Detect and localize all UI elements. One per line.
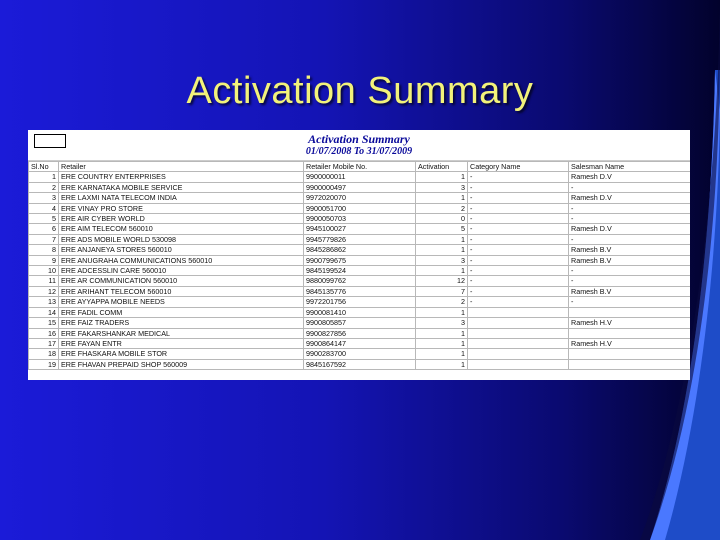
activation-table: [28, 161, 690, 370]
table-cell: 7: [29, 234, 59, 244]
slide-title: Activation Summary: [186, 70, 534, 112]
table-cell: 5: [29, 214, 59, 224]
table-cell: 13: [29, 297, 59, 307]
table-cell: 15: [29, 318, 59, 328]
table-cell: 1: [416, 245, 468, 255]
table-row: [29, 276, 691, 286]
table-cell: 0: [416, 214, 468, 224]
table-cell: 9900051700: [304, 203, 416, 213]
table-row: [29, 318, 691, 328]
table-row: [29, 182, 691, 192]
table-cell: [468, 359, 569, 369]
table-row: [29, 307, 691, 317]
table-cell: ERE ADS MOBILE WORLD 530098: [59, 234, 304, 244]
table-row: [29, 193, 691, 203]
table-cell: 2: [416, 297, 468, 307]
table-cell: Ramesh B.V: [569, 245, 691, 255]
table-cell: [468, 307, 569, 317]
table-cell: -: [569, 234, 691, 244]
table-cell: ERE FHAVAN PREPAID SHOP 560009: [59, 359, 304, 369]
table-cell: 16: [29, 328, 59, 338]
table-row: [29, 328, 691, 338]
table-row: [29, 234, 691, 244]
table-cell: -: [468, 255, 569, 265]
table-cell: 1: [416, 172, 468, 182]
table-cell: ERE COUNTRY ENTERPRISES: [59, 172, 304, 182]
table-cell: 9900827856: [304, 328, 416, 338]
table-cell: 9900799675: [304, 255, 416, 265]
table-cell: 5: [416, 224, 468, 234]
table-cell: [569, 328, 691, 338]
table-cell: 2: [29, 182, 59, 192]
table-cell: 1: [416, 266, 468, 276]
table-cell: 9972020070: [304, 193, 416, 203]
table-cell: 9845135776: [304, 286, 416, 296]
table-row: [29, 203, 691, 213]
table-header-row: [29, 162, 691, 172]
table-cell: 1: [416, 328, 468, 338]
table-cell: -: [569, 297, 691, 307]
table-cell: [468, 349, 569, 359]
table-cell: 14: [29, 307, 59, 317]
table-cell: Ramesh D.V: [569, 172, 691, 182]
column-header: Category Name: [468, 162, 569, 172]
table-cell: 9900000497: [304, 182, 416, 192]
table-cell: 7: [416, 286, 468, 296]
table-cell: -: [468, 286, 569, 296]
table-cell: Ramesh D.V: [569, 224, 691, 234]
table-row: [29, 214, 691, 224]
table-row: [29, 349, 691, 359]
table-cell: [468, 318, 569, 328]
column-header: Activation: [416, 162, 468, 172]
table-cell: ERE AIR CYBER WORLD: [59, 214, 304, 224]
table-cell: 9900000011: [304, 172, 416, 182]
table-cell: ERE FAKARSHANKAR MEDICAL: [59, 328, 304, 338]
table-row: [29, 224, 691, 234]
table-cell: Ramesh D.V: [569, 193, 691, 203]
table-cell: ERE AYYAPPA MOBILE NEEDS: [59, 297, 304, 307]
table-cell: ERE AR COMMUNICATION 560010: [59, 276, 304, 286]
table-cell: -: [468, 245, 569, 255]
table-cell: ERE ANJANEYA STORES 560010: [59, 245, 304, 255]
table-row: [29, 255, 691, 265]
table-cell: -: [468, 172, 569, 182]
table-cell: 9945779826: [304, 234, 416, 244]
table-cell: 3: [416, 318, 468, 328]
table-cell: 9900283700: [304, 349, 416, 359]
table-cell: 9: [29, 255, 59, 265]
table-cell: Ramesh B.V: [569, 255, 691, 265]
table-cell: Ramesh H.V: [569, 318, 691, 328]
table-cell: 9880099762: [304, 276, 416, 286]
table-cell: -: [569, 266, 691, 276]
table-cell: 3: [29, 193, 59, 203]
table-cell: 6: [29, 224, 59, 234]
table-row: [29, 297, 691, 307]
column-header: Sl.No: [29, 162, 59, 172]
table-cell: -: [569, 276, 691, 286]
column-header: Salesman Name: [569, 162, 691, 172]
table-cell: 3: [416, 182, 468, 192]
table-cell: [468, 328, 569, 338]
table-cell: -: [468, 297, 569, 307]
table-row: [29, 172, 691, 182]
sheet-date-range: 01/07/2008 To 31/07/2009: [305, 146, 413, 157]
table-cell: 3: [416, 255, 468, 265]
table-cell: 10: [29, 266, 59, 276]
table-cell: [569, 349, 691, 359]
table-cell: 17: [29, 338, 59, 348]
table-cell: 9845167592: [304, 359, 416, 369]
table-cell: ERE LAXMI NATA TELECOM INDIA: [59, 193, 304, 203]
table-cell: ERE VINAY PRO STORE: [59, 203, 304, 213]
table-cell: -: [468, 214, 569, 224]
table-row: [29, 338, 691, 348]
table-cell: -: [569, 214, 691, 224]
sheet-title: Activation Summary: [308, 132, 410, 146]
spreadsheet-image: [28, 130, 690, 380]
table-cell: 1: [29, 172, 59, 182]
table-cell: ERE ARIHANT TELECOM 560010: [59, 286, 304, 296]
table-cell: 9945100027: [304, 224, 416, 234]
column-header: Retailer: [59, 162, 304, 172]
table-cell: -: [468, 182, 569, 192]
table-cell: 9972201756: [304, 297, 416, 307]
table-cell: ERE FADIL COMM: [59, 307, 304, 317]
table-cell: 9900864147: [304, 338, 416, 348]
table-cell: [468, 338, 569, 348]
table-cell: 12: [416, 276, 468, 286]
column-header: Retailer Mobile No.: [304, 162, 416, 172]
table-cell: -: [468, 203, 569, 213]
table-cell: -: [468, 224, 569, 234]
table-cell: 18: [29, 349, 59, 359]
table-cell: ERE FAYAN ENTR: [59, 338, 304, 348]
table-cell: -: [468, 193, 569, 203]
table-cell: ERE FHASKARA MOBILE STOR: [59, 349, 304, 359]
table-cell: 1: [416, 359, 468, 369]
table-cell: 19: [29, 359, 59, 369]
table-cell: ERE KARNATAKA MOBILE SERVICE: [59, 182, 304, 192]
table-cell: 12: [29, 286, 59, 296]
table-cell: Ramesh B.V: [569, 286, 691, 296]
table-cell: ERE FAIZ TRADERS: [59, 318, 304, 328]
sheet-header: [28, 130, 690, 161]
table-cell: ERE ADCESSLIN CARE 560010: [59, 266, 304, 276]
table-row: [29, 245, 691, 255]
table-cell: 2: [416, 203, 468, 213]
table-cell: Ramesh H.V: [569, 338, 691, 348]
table-cell: [569, 359, 691, 369]
table-cell: 11: [29, 276, 59, 286]
table-cell: 1: [416, 349, 468, 359]
table-cell: -: [468, 276, 569, 286]
table-cell: 9845199524: [304, 266, 416, 276]
table-cell: 1: [416, 307, 468, 317]
table-row: [29, 359, 691, 369]
table-cell: 8: [29, 245, 59, 255]
table-cell: 1: [416, 338, 468, 348]
table-cell: [569, 307, 691, 317]
table-cell: 1: [416, 234, 468, 244]
table-row: [29, 266, 691, 276]
table-cell: -: [468, 266, 569, 276]
table-cell: ERE ANUGRAHA COMMUNICATIONS 560010: [59, 255, 304, 265]
table-cell: -: [569, 182, 691, 192]
table-cell: ERE AIM TELECOM 560010: [59, 224, 304, 234]
table-cell: 9845286862: [304, 245, 416, 255]
table-cell: 1: [416, 193, 468, 203]
table-row: [29, 286, 691, 296]
table-cell: -: [468, 234, 569, 244]
table-cell: 9900805857: [304, 318, 416, 328]
table-cell: -: [569, 203, 691, 213]
table-cell: 9900050703: [304, 214, 416, 224]
table-cell: 9900081410: [304, 307, 416, 317]
table-cell: 4: [29, 203, 59, 213]
